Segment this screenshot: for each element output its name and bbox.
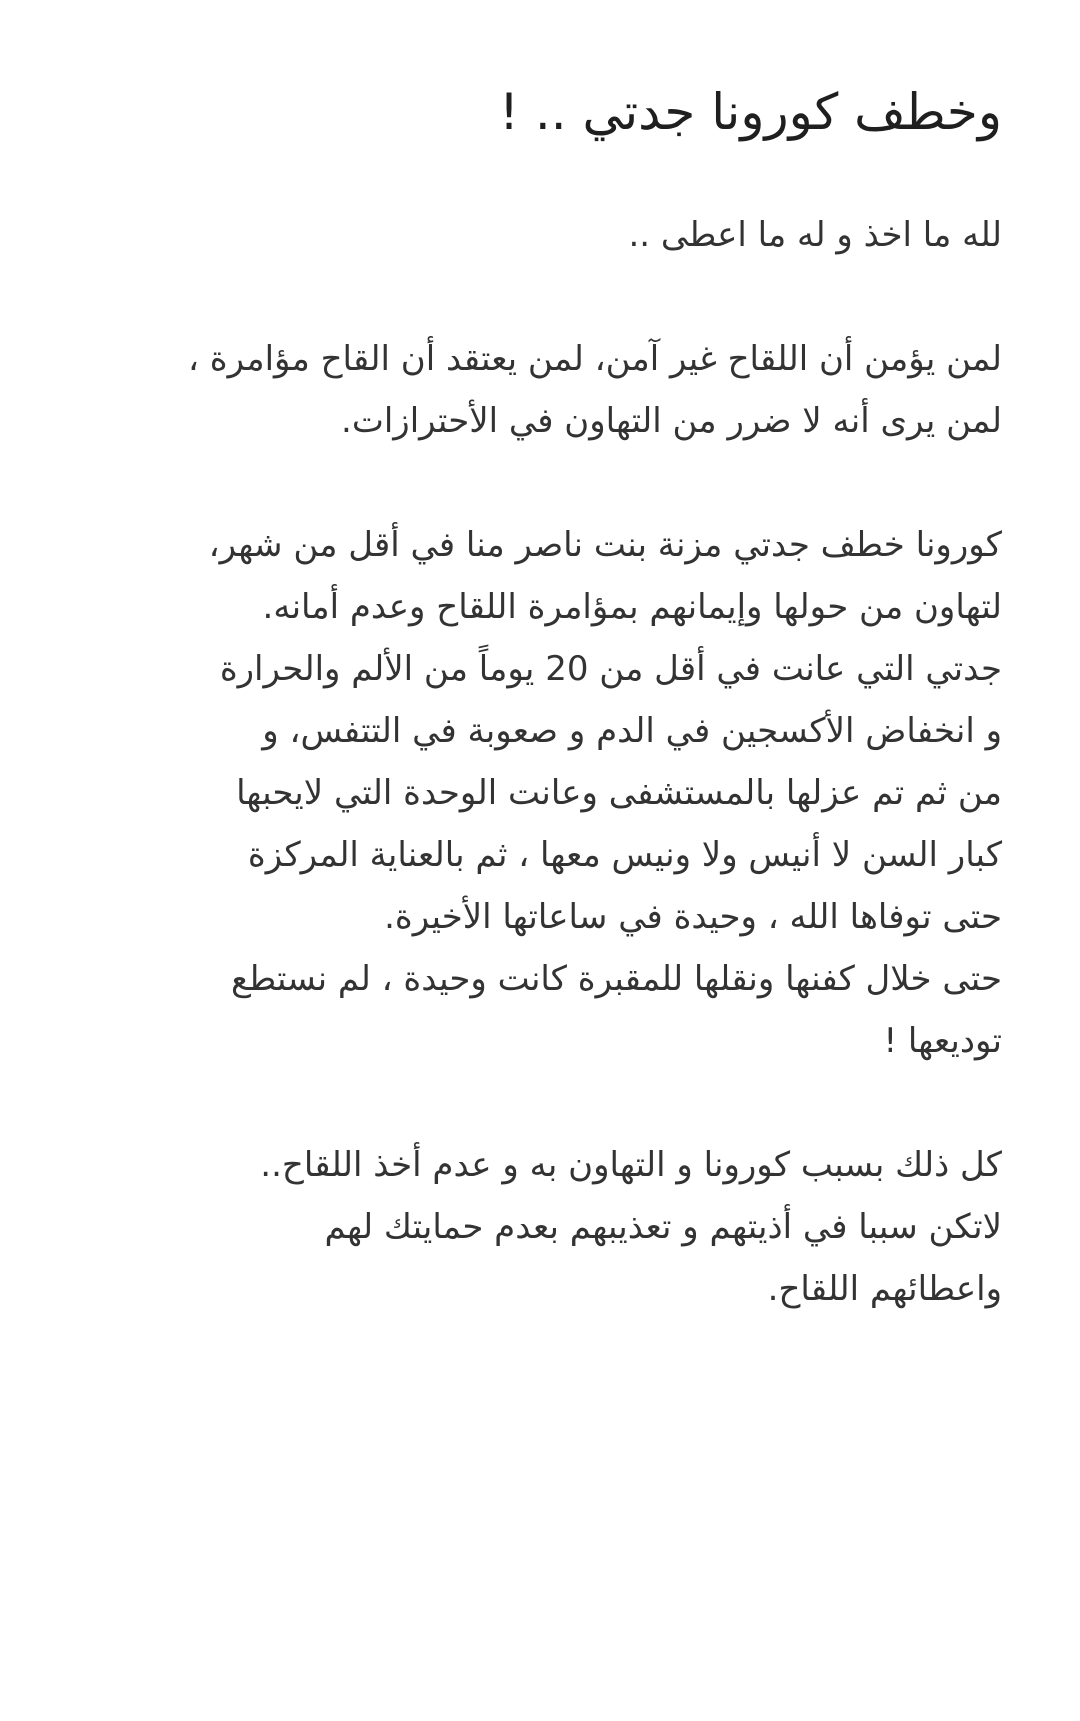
text-line: لله ما اخذ و له ما اعطى .. — [628, 215, 1002, 255]
text-line: توديعها ! — [883, 1021, 1002, 1061]
document-title: وخطف كورونا جدتي .. ! — [498, 83, 1002, 141]
text-line: كبار السن لا أنيس ولا ونيس معها ، ثم بالعناية المركزة — [247, 835, 1002, 875]
text-line: لمن يؤمن أن اللقاح غير آمن، لمن يعتقد أن القاح مؤامرة ، — [188, 339, 1002, 379]
text-line: و انخفاض الأكسجين في الدم و صعوبة في التتفس، و — [262, 711, 1002, 751]
text-line: لتهاون من حولها وإيمانهم بمؤامرة اللقاح وعدم أمانه. — [262, 587, 1002, 627]
text-line: حتى توفاها الله ، وحيدة في ساعاتها الأخيرة. — [384, 897, 1002, 937]
paragraph-closing — [84, 1134, 1002, 1320]
text-line: لاتكن سببا في أذيتهم و تعذيبهم بعدم حمايتك لهم — [324, 1207, 1002, 1247]
text-line: كورونا خطف جدتي مزنة بنت ناصر منا في أقل من شهر، — [208, 525, 1002, 565]
text-line: حتى خلال كفنها ونقلها للمقبرة كانت وحيدة ، لم نستطع — [231, 959, 1002, 999]
text-line: لمن يرى أنه لا ضرر من التهاون في الأحترازات. — [341, 401, 1002, 441]
paragraph-story — [84, 514, 1002, 1072]
text-line: جدتي التي عانت في أقل من 20 يوماً من الألم والحرارة — [219, 649, 1002, 689]
text-line: واعطائهم اللقاح. — [767, 1269, 1002, 1309]
paragraph-opening — [84, 204, 1002, 266]
text-line: كل ذلك بسبب كورونا و التهاون به و عدم أخذ اللقاح.. — [260, 1145, 1002, 1185]
document-body — [84, 204, 1002, 1320]
paragraph-address — [84, 328, 1002, 452]
text-line: من ثم تم عزلها بالمستشفى وعانت الوحدة التي لايحبها — [236, 773, 1002, 813]
